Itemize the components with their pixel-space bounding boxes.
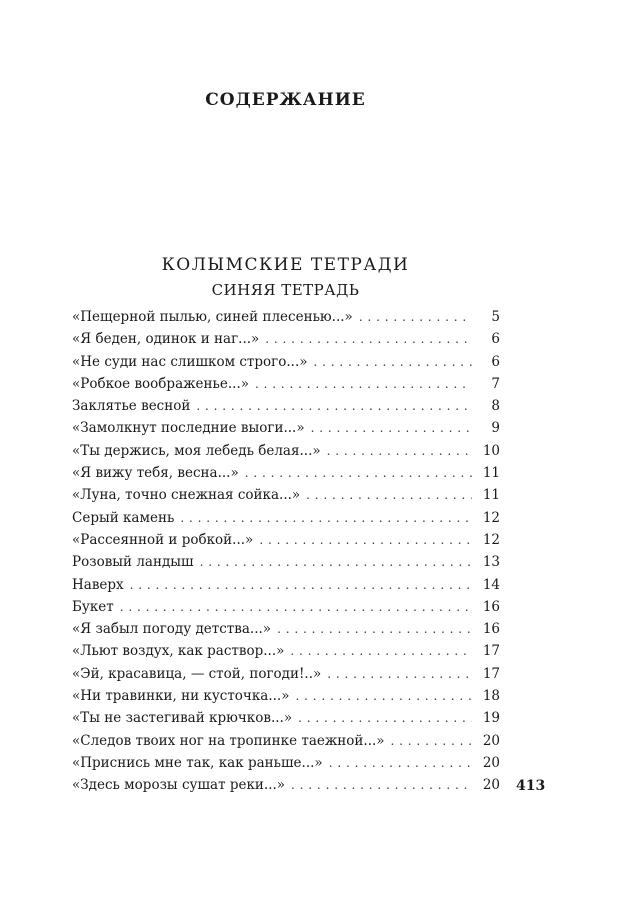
dot-leader (120, 600, 472, 614)
toc-entry-page: 16 (482, 598, 500, 615)
toc-entry[interactable] (72, 777, 500, 799)
toc-entry-title: «Ни травинки, ни кусточка...» (72, 688, 290, 705)
toc-entry[interactable] (72, 599, 500, 621)
toc-entry-title: Наверх (72, 576, 124, 593)
toc-entry-page: 12 (482, 509, 500, 526)
dot-leader (391, 734, 472, 748)
toc-entry-title: «Приснись мне так, как раньше...» (72, 754, 323, 771)
folio-page-number: 413 (516, 778, 546, 794)
toc-entry-title: «Следов твоих ног на тропинке таежной...» (72, 732, 385, 749)
toc-entry-page: 20 (482, 777, 500, 794)
toc-entry-page: 5 (491, 309, 500, 325)
toc-entry-page: 16 (482, 621, 500, 638)
toc-entry[interactable] (72, 755, 500, 777)
toc-entry-page: 11 (482, 487, 500, 504)
toc-entry-page: 9 (491, 420, 500, 437)
dot-leader (327, 444, 472, 458)
toc-entry-title: «Льют воздух, как раствор...» (72, 643, 285, 660)
toc-entry-title: «Здесь морозы сушат реки...» (72, 777, 286, 794)
dot-leader (306, 488, 472, 502)
dot-leader (255, 377, 472, 391)
toc-entry-page: 12 (482, 531, 500, 548)
dot-leader (311, 421, 472, 435)
dot-leader (327, 667, 472, 681)
dot-leader (329, 756, 472, 770)
toc-entry[interactable] (72, 398, 500, 420)
toc-entry[interactable] (72, 666, 500, 688)
toc-entry-page: 7 (491, 375, 500, 392)
subsection-title: СИНЯЯ ТЕТРАДЬ (211, 281, 360, 299)
toc-entry-page: 14 (482, 576, 500, 593)
toc-entry-title: «Замолкнут последние выоги...» (72, 420, 305, 437)
dot-leader (180, 511, 472, 525)
toc-entry[interactable] (72, 643, 500, 665)
toc-entry[interactable] (72, 733, 500, 755)
dot-leader (265, 332, 472, 346)
dot-leader (290, 644, 472, 658)
toc-entry-title: «Ты не застегивай крючков...» (72, 710, 293, 727)
dot-leader (196, 399, 472, 413)
toc-entry[interactable] (72, 510, 500, 532)
toc-entry[interactable] (72, 532, 500, 554)
toc-entry-title: Розовый ландыш (72, 554, 194, 571)
toc-entry-title: «Не суди нас слишком строго...» (72, 353, 308, 370)
toc-entry[interactable] (72, 420, 500, 442)
toc-entry-page: 8 (491, 398, 500, 415)
toc-entry-title: Заклятье весной (72, 398, 191, 415)
toc-entry-title: «Я забыл погоду детства...» (72, 621, 272, 638)
toc-entry[interactable] (72, 577, 500, 599)
dot-leader (291, 778, 472, 792)
toc-entry[interactable] (72, 465, 500, 487)
toc-entry[interactable] (72, 621, 500, 643)
dot-leader (314, 355, 473, 369)
toc-entry-title: Серый камень (72, 509, 175, 526)
toc-entry-title: «Я беден, одинок и наг...» (72, 331, 260, 348)
dot-leader (245, 466, 472, 480)
toc-entry[interactable] (72, 710, 500, 732)
toc-entry[interactable] (72, 443, 500, 465)
dot-leader (130, 578, 472, 592)
toc-entry-title: «Пещерной пылью, синей плесенью...» (72, 309, 353, 325)
toc-entry-page: 20 (482, 754, 500, 771)
toc-entry-title: «Ты держись, моя лебедь белая...» (72, 442, 321, 459)
toc-entry[interactable] (72, 331, 500, 353)
toc-entry-page: 6 (491, 331, 500, 348)
toc-entry-page: 20 (482, 732, 500, 749)
dot-leader (277, 622, 472, 636)
table-of-contents (72, 309, 500, 800)
toc-entry[interactable] (72, 354, 500, 376)
toc-entry[interactable] (72, 554, 500, 576)
toc-entry-page: 6 (491, 353, 500, 370)
toc-entry-page: 17 (482, 643, 500, 660)
toc-entry-title: «Эй, красавица, — стой, погоди!..» (72, 665, 322, 682)
toc-entry[interactable] (72, 376, 500, 398)
toc-entry-page: 11 (482, 465, 500, 482)
dot-leader (298, 711, 472, 725)
dot-leader (259, 533, 472, 547)
dot-leader (295, 689, 472, 703)
toc-entry-page: 19 (482, 710, 500, 727)
toc-entry-title: «Робкое воображенье...» (72, 375, 249, 392)
toc-entry-title: Букет (72, 598, 114, 615)
toc-entry-title: «Рассеянной и робкой...» (72, 531, 254, 548)
toc-entry-page: 10 (482, 442, 500, 459)
page-title: СОДЕРЖАНИЕ (205, 90, 366, 110)
toc-entry[interactable] (72, 487, 500, 509)
toc-entry-title: «Луна, точно снежная сойка...» (72, 487, 301, 504)
dot-leader (200, 555, 472, 569)
toc-entry-title: «Я вижу тебя, весна...» (72, 465, 239, 482)
section-title: КОЛЫМСКИЕ ТЕТРАДИ (161, 255, 410, 275)
toc-entry[interactable] (72, 688, 500, 710)
dot-leader (359, 310, 472, 324)
toc-entry-page: 18 (482, 688, 500, 705)
toc-entry[interactable] (72, 309, 500, 331)
toc-entry-page: 17 (482, 665, 500, 682)
toc-entry-page: 13 (482, 554, 500, 571)
